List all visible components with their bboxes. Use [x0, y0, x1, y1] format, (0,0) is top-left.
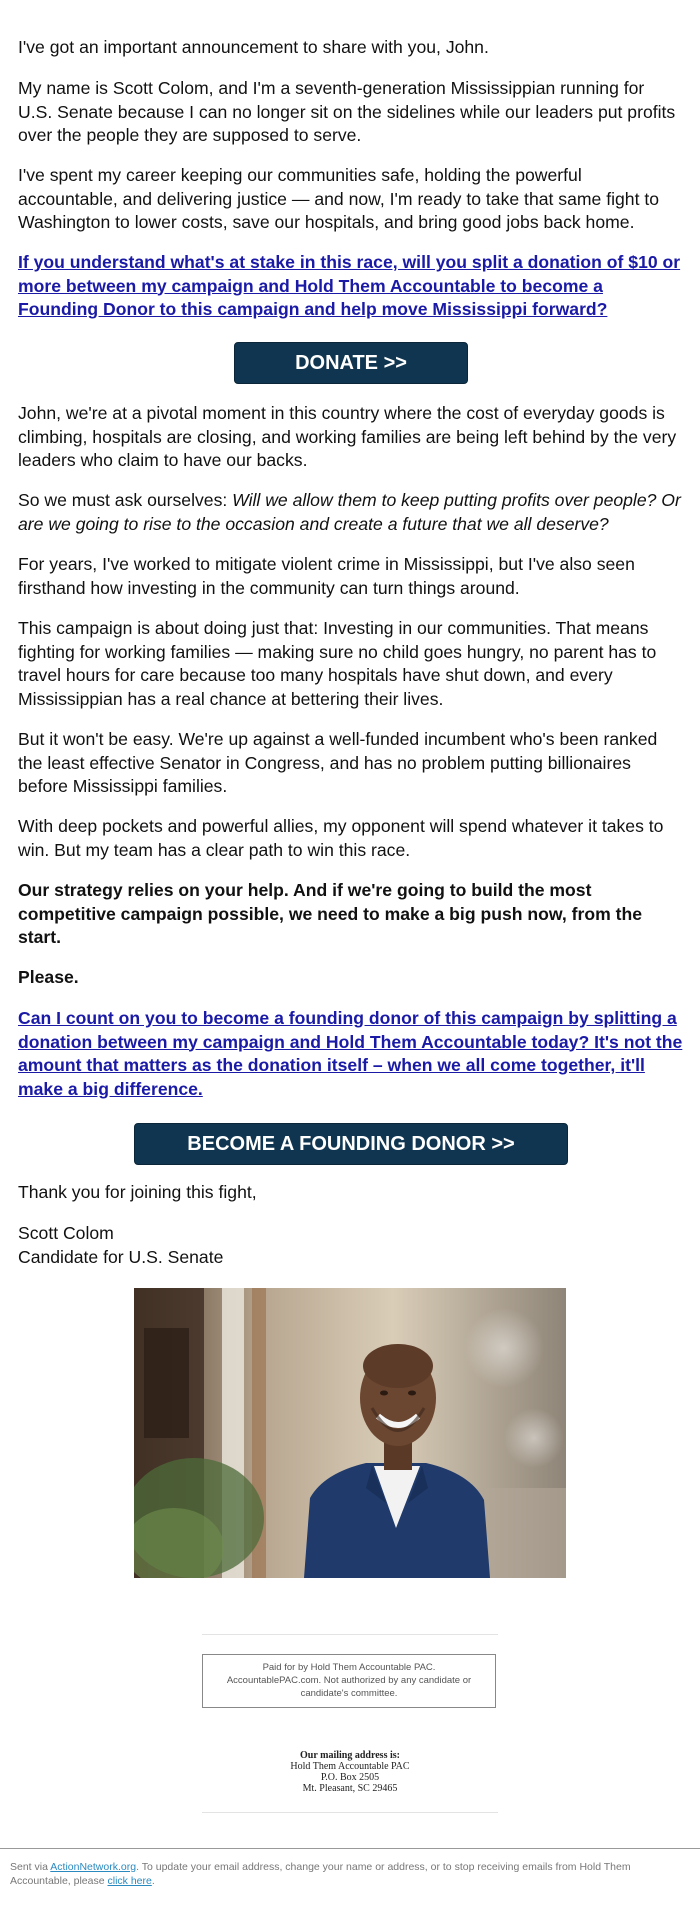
footer-suffix: . [151, 1875, 155, 1887]
paragraph-strategy: Our strategy relies on your help. And if we're going to build the most competitive campaign possible, we need to make a big push now, from the start. [18, 880, 643, 947]
donation-link-2[interactable]: Can I count on you to become a founding donor of this campaign by splitting a donation between my campaign and Hold Them Accountable today? It's not the amount that matters as the donation itself – when we all come together, it'll make a big difference. [18, 1008, 683, 1099]
disclaimer-line-1: Paid for by Hold Them Accountable PAC. [262, 1662, 436, 1673]
mailing-heading: Our mailing address is: [300, 1750, 400, 1761]
unsubscribe-link[interactable]: click here [107, 1875, 152, 1887]
paragraph-crime: For years, I've worked to mitigate violent crime in Mississippi, but I've also seen firsthand how investing in the community can turn things around. [18, 554, 635, 598]
footer-divider [0, 1848, 700, 1849]
founding-donor-button[interactable]: BECOME A FOUNDING DONOR >> [134, 1123, 568, 1165]
paragraph-question [18, 489, 683, 536]
paragraph-greeting: I've got an important announcement to share with you, John. [18, 37, 489, 57]
question-italic: Will we allow them to keep putting profits over people? Or are we going to rise to the occasion and create a future that we all deserve? [18, 490, 681, 534]
disclaimer-line-2: AccountablePAC.com. Not authorized by any candidate or candidate's committee. [226, 1675, 472, 1699]
candidate-photo [134, 1288, 566, 1578]
paragraph-opponent: With deep pockets and powerful allies, my opponent will spend whatever it takes to win. But my team has a clear path to win this race. [18, 816, 664, 860]
paragraph-pivotal: John, we're at a pivotal moment in this country where the cost of everyday goods is climbing, hospitals are closing, and working families are being left behind by the very leaders who claim to have our backs. [18, 403, 677, 470]
signature-title: Candidate for U.S. Senate [18, 1247, 224, 1267]
donate-button[interactable]: DONATE >> [234, 342, 468, 384]
mailing-address [200, 1750, 500, 1794]
paragraph-thanks: Thank you for joining this fight, [18, 1182, 257, 1202]
paragraph-incumbent: But it won't be easy. We're up against a well-funded incumbent who's been ranked the least effective Senator in Congress, and has no problem putting billionaires before Mississippi families. [18, 729, 658, 796]
divider-bottom [202, 1812, 498, 1813]
footer [10, 1860, 680, 1888]
mailing-org: Hold Them Accountable PAC [290, 1761, 410, 1772]
paragraph-campaign: This campaign is about doing just that: Investing in our communities. That means fighting for working families — making sure no child goes hungry, no parent has to travel hours for care because too many hospitals have shut down, and every Mississippian has a real chance at bettering their lives. [18, 618, 657, 709]
actionnetwork-link[interactable]: ActionNetwork.org [50, 1861, 137, 1873]
divider-top [202, 1634, 498, 1635]
donation-link-1[interactable]: If you understand what's at stake in this race, will you split a donation of $10 or more between my campaign and Hold Them Accountable to become a Founding Donor to this campaign and help move Mississippi forward? [18, 252, 681, 319]
donation-ask-link-1[interactable] [18, 251, 683, 322]
candidate-photo-illustration [134, 1288, 566, 1578]
paragraph-intro: My name is Scott Colom, and I'm a seventh-generation Mississippian running for U.S. Senate because I can no longer sit on the sidelines while our leaders put profits over the people they are supposed to serve. [18, 78, 676, 145]
signature-name: Scott Colom [18, 1223, 114, 1243]
mailing-city: Mt. Pleasant, SC 29465 [302, 1783, 398, 1794]
footer-middle: . To update your email address, change your name or address, or to stop receiving emails from Hold Them Accountable, please [10, 1861, 631, 1887]
paid-for-disclaimer [202, 1654, 496, 1708]
footer-prefix: Sent via [10, 1861, 51, 1873]
paragraph-career: I've spent my career keeping our communities safe, holding the powerful accountable, and delivering justice — and now, I'm ready to take that same fight to Washington to lower costs, save our hospitals, and bring good jobs back home. [18, 165, 660, 232]
question-lead: So we must ask ourselves: [18, 490, 233, 510]
donation-ask-link-2[interactable] [18, 1007, 683, 1101]
paragraph-please: Please. [18, 967, 79, 987]
mailing-box: P.O. Box 2505 [320, 1772, 380, 1783]
